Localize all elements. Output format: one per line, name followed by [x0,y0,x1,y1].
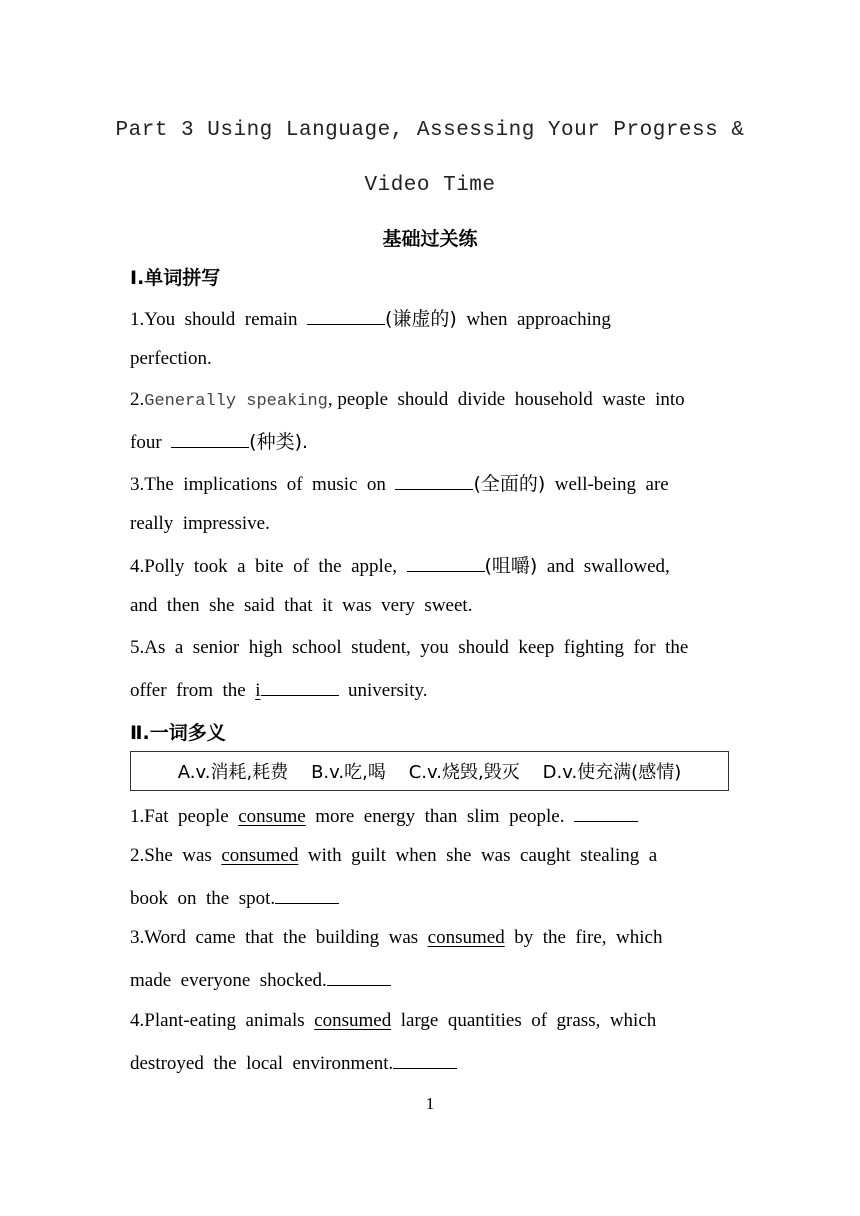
page-title-line1: Part 3 Using Language, Assessing Your Progress & [115,119,745,142]
polysemy-question-2-cont: book on the spot. [130,885,339,911]
page-title-line2: Video Time [364,174,496,197]
spelling-question-2-cont: four (种类). [130,431,309,453]
spelling-question-4-cont: and then she said that it was very sweet. [130,595,473,616]
polysemy-question-3-cont: made everyone shocked. [130,967,391,993]
options-box: A.v.消耗,耗费 B.v.吃,喝 C.v.烧毁,毁灭 D.v.使充满(感情) [130,751,729,791]
spelling-question-1-cont: perfection. [130,348,212,369]
section-heading-polysemy: Ⅱ.一词多义 [130,722,226,744]
polysemy-question-4: 4.Plant-eating animals consumed large quantities of grass, which [130,1010,657,1031]
answer-blank[interactable] [393,1050,457,1069]
answer-blank[interactable] [261,677,339,696]
spelling-question-3-cont: really impressive. [130,513,270,534]
section-heading-spelling: Ⅰ.单词拼写 [130,267,221,289]
spelling-question-5-cont: offer from the i university. [130,677,428,703]
spelling-question-5: 5.As a senior high school student, you should keep fighting for the [130,637,689,658]
spelling-question-2: 2.Generally speaking, people should divide household waste into [130,389,685,411]
polysemy-question-2: 2.She was consumed with guilt when she was caught stealing a [130,845,658,866]
polysemy-question-4-cont: destroyed the local environment. [130,1050,457,1076]
answer-blank[interactable] [407,553,485,572]
answer-blank[interactable] [275,885,339,904]
page-subtitle: 基础过关练 [382,228,478,250]
answer-blank[interactable] [327,967,391,986]
answer-blank[interactable] [395,471,473,490]
spelling-question-3: 3.The implications of music on (全面的) well-being are [130,473,669,495]
page-number: 1 [425,1094,435,1113]
spelling-question-4: 4.Polly took a bite of the apple, (咀嚼) and swallowed, [130,555,670,577]
answer-blank[interactable] [574,803,638,822]
answer-blank[interactable] [307,306,385,325]
polysemy-question-3: 3.Word came that the building was consumed by the fire, which [130,927,663,948]
answer-blank[interactable] [171,429,249,448]
polysemy-question-1: 1.Fat people consume more energy than slim people. [130,803,638,829]
spelling-question-1: 1.You should remain (谦虚的) when approaching [130,308,611,330]
